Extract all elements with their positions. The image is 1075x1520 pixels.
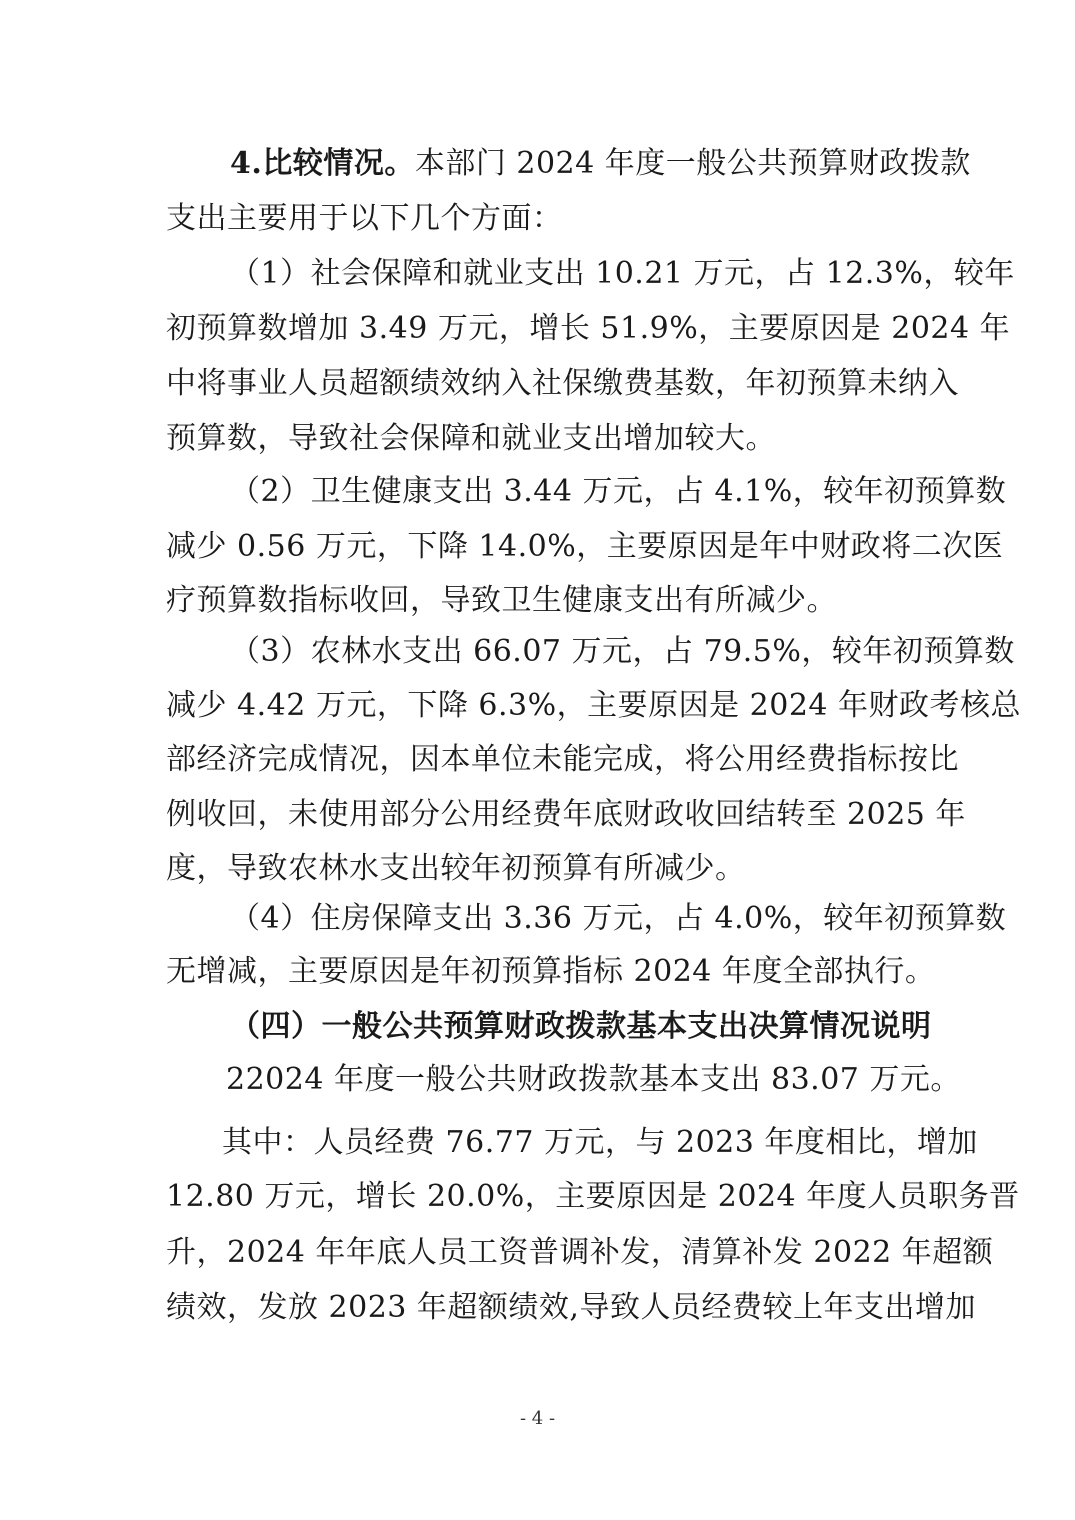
basic-line: 升，2024 年年底人员工资普调补发，清算补发 2022 年超额 bbox=[166, 1235, 994, 1270]
basic-summary: 22024 年度一般公共财政拨款基本支出 83.07 万元。 bbox=[226, 1062, 961, 1097]
item-3-line: 部经济完成情况，因本单位未能完成，将公用经费指标按比 bbox=[166, 742, 959, 777]
item-2-line: （2）卫生健康支出 3.44 万元，占 4.1%，较年初预算数 bbox=[230, 474, 1007, 509]
item-3-line: （3）农林水支出 66.07 万元，占 79.5%，较年初预算数 bbox=[230, 634, 1015, 669]
item-3-line: 度，导致农林水支出较年初预算有所减少。 bbox=[166, 851, 746, 886]
item-2-line: 疗预算数指标收回，导致卫生健康支出有所减少。 bbox=[166, 583, 837, 618]
item-1-line: 初预算数增加 3.49 万元，增长 51.9%，主要原因是 2024 年 bbox=[166, 311, 1011, 346]
item-2-line: 减少 0.56 万元，下降 14.0%，主要原因是年中财政将二次医 bbox=[166, 529, 1004, 564]
basic-line: 其中：人员经费 76.77 万元，与 2023 年度相比，增加 bbox=[222, 1125, 978, 1160]
item-4-line: （4）住房保障支出 3.36 万元，占 4.0%，较年初预算数 bbox=[230, 901, 1007, 936]
item-3-line: 减少 4.42 万元，下降 6.3%，主要原因是 2024 年财政考核总 bbox=[166, 688, 1022, 723]
section-4-intro bbox=[230, 135, 971, 193]
item-4-line: 无增减，主要原因是年初预算指标 2024 年度全部执行。 bbox=[166, 954, 936, 989]
item-1-line: 预算数，导致社会保障和就业支出增加较大。 bbox=[166, 421, 776, 456]
item-1-line: 中将事业人员超额绩效纳入社保缴费基数，年初预算未纳入 bbox=[166, 366, 959, 401]
paragraph-line: 支出主要用于以下几个方面： bbox=[166, 201, 563, 236]
section-heading: （四）一般公共预算财政拨款基本支出决算情况说明 bbox=[230, 1009, 932, 1044]
basic-line: 绩效，发放 2023 年超额绩效,导致人员经费较上年支出增加 bbox=[166, 1290, 976, 1325]
basic-line: 12.80 万元，增长 20.0%，主要原因是 2024 年度人员职务晋 bbox=[166, 1179, 1020, 1214]
page-number: - 4 - bbox=[519, 1408, 556, 1429]
section-4-intro-text: 本部门 2024 年度一般公共预算财政拨款 bbox=[414, 146, 971, 181]
item-3-line: 例收回，未使用部分公用经费年底财政收回结转至 2025 年 bbox=[166, 797, 966, 832]
section-4-title: 4.比较情况。 bbox=[230, 146, 415, 181]
item-1-line: （1）社会保障和就业支出 10.21 万元，占 12.3%，较年 bbox=[230, 256, 1015, 291]
